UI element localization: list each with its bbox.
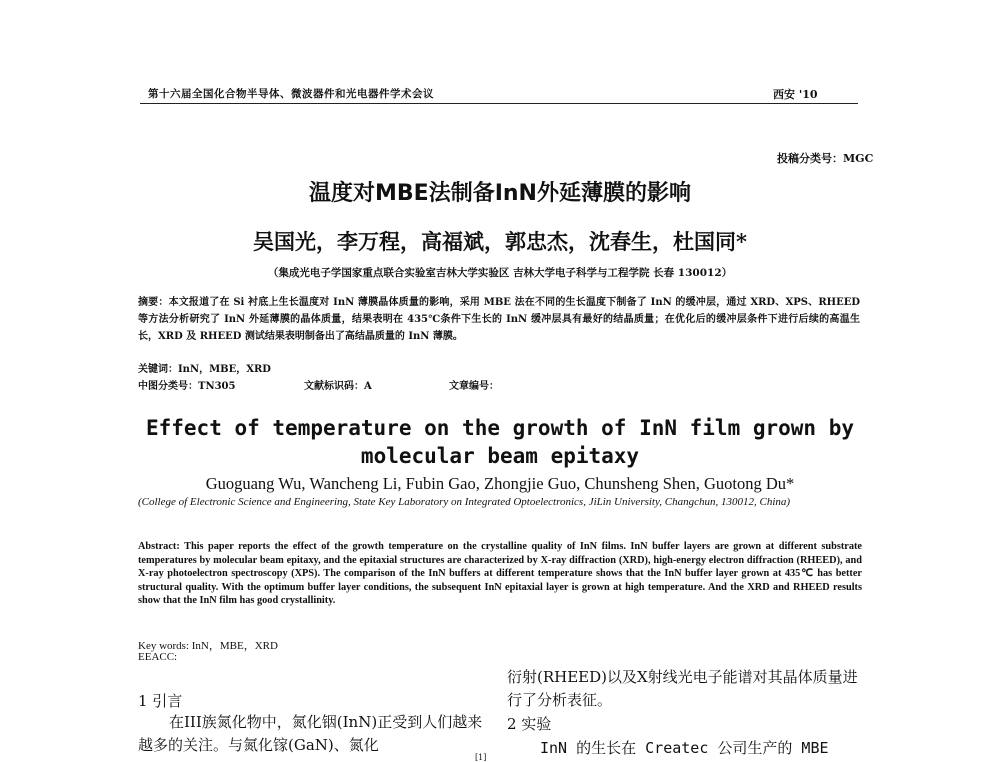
chinese-affiliation: （集成光电子学国家重点联合实验室吉林大学实验区 吉林大学电子科学与工程学院 长春 130012） <box>267 267 733 279</box>
chinese-abstract-label: 摘要： <box>138 297 169 308</box>
running-header-venue: 西安 '10 <box>773 88 818 101</box>
english-title-line-2: molecular beam epitaxy <box>360 444 640 468</box>
chinese-authors: 吴国光，李万程，高福斌，郭忠杰，沈春生，杜国同* <box>253 229 747 254</box>
english-affiliation: (College of Electronic Science and Engineering, State Key Laboratory on Integrated Optoelectronics, JiLin University, Changchun, 130012, China) <box>138 496 791 508</box>
citation-marker: [1] <box>475 753 487 762</box>
chinese-document-code: 文献标识码：A <box>304 381 372 392</box>
running-header-conference: 第十六届全国化合物半导体、微波器件和光电器件学术会议 <box>148 88 434 100</box>
chinese-keywords: 关键词：InN，MBE，XRD <box>138 364 271 375</box>
section-2-heading: 2 实验 <box>507 715 552 733</box>
english-keywords: Key words: InN，MBE，XRD <box>138 640 278 652</box>
section-1-heading: 1 引言 <box>138 692 183 710</box>
right-column-paragraph: 衍射(RHEED)以及X射线光电子能谱对其晶体质量进行了分析表征。 <box>507 668 858 709</box>
english-authors: Guoguang Wu, Wancheng Li, Fubin Gao, Zhongjie Guo, Chunsheng Shen, Guotong Du* <box>205 474 795 493</box>
chinese-clc-number: 中图分类号：TN305 <box>138 381 236 392</box>
experiment-paragraph: InN 的生长在 Createc 公司生产的 MBE <box>540 739 829 757</box>
english-abstract: Abstract: This paper reports the effect of the growth temperature on the crystalline quality of InN films. InN buffer layers are grown at different substrate temperatures by molecular beam epitaxy, and the epitaxial structures are characterized by X-ray diffraction (XRD), high-energy electron diffraction (RHEED), and X-ray photoelectron spectroscopy (XPS). The comparison of the InN buffers at different temperature shows that the InN buffer layer grown at 435℃ has better structural quality. With the optimum buffer layer conditions, the subsequent InN epitaxial layer is grown at high temperature. And the XRD and RHEED results show that the InN film has good crystallinity. <box>138 541 862 607</box>
submission-classification: 投稿分类号：MGC <box>777 152 874 165</box>
english-title-line-1: Effect of temperature on the growth of InN film grown by <box>145 416 854 440</box>
chinese-abstract <box>138 294 860 345</box>
chinese-article-number: 文章编号： <box>449 381 499 392</box>
chinese-title: 温度对MBE法制备InN外延薄膜的影响 <box>309 181 691 206</box>
chinese-abstract-text: 本文报道了在 Si 衬底上生长温度对 InN 薄膜晶体质量的影响，采用 MBE 法在不同的生长温度下制备了 InN 的缓冲层，通过 XRD、XPS、RHEED 等方法分析研究了 InN 外延薄膜的晶体质量，结果表明在 435℃条件下生长的 InN 缓冲层具有最好的结晶质量；在优化后的缓冲层条件下进行后续的高温生长，XRD 及 RHEED 测试结果表明制备出了高结晶质量的 InN 薄膜。 <box>138 297 861 342</box>
intro-paragraph: 在III族氮化物中，氮化铟(InN)正受到人们越来越多的关注。与氮化镓(GaN)、氮化 <box>138 713 483 754</box>
english-eeacc: EEACC: <box>138 651 178 663</box>
header-rule <box>140 103 858 104</box>
